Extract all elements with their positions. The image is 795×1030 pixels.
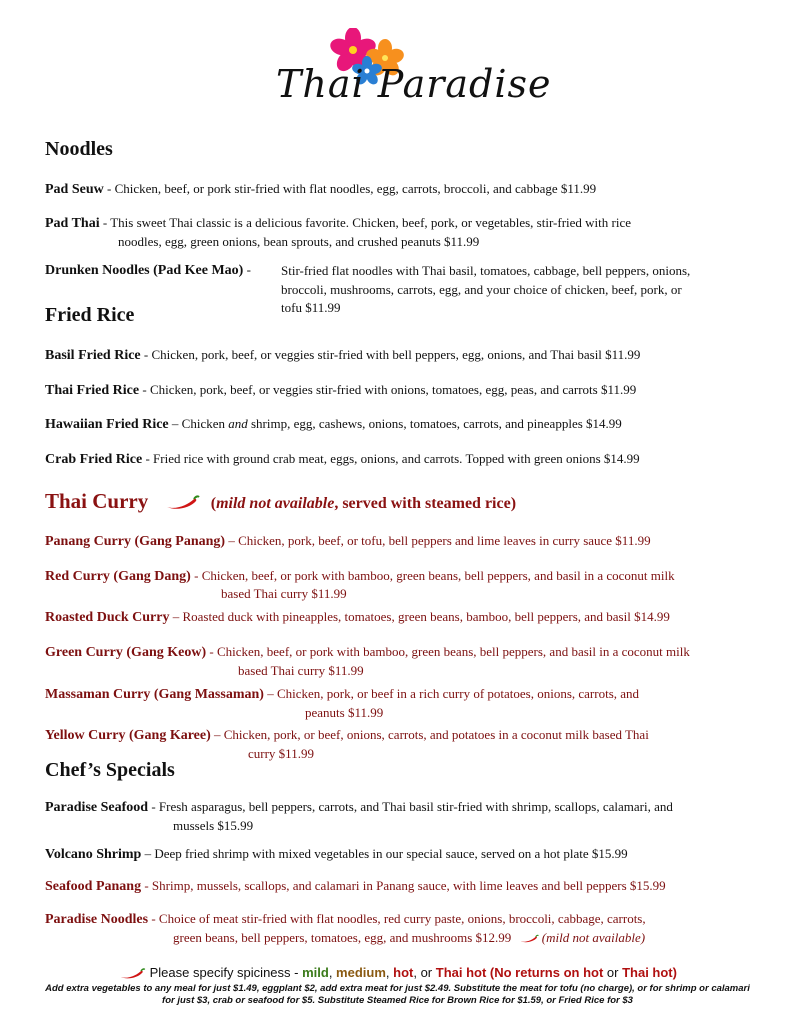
item-desc-cont: noodles, egg, green onions, bean sprouts, and crushed peanuts $11.99 (118, 234, 480, 249)
spice-hot: hot (393, 965, 414, 980)
item-desc-cont: broccoli, mushrooms, carrots, egg, and your choice of chicken, beef, pork, or (281, 282, 682, 297)
curry-note: (mild not available, served with steamed rice) (210, 495, 517, 512)
item-desc: Fried rice with ground crab meat, eggs, onions, and carrots. Topped with green onions $14.99 (153, 451, 640, 466)
menu-item: Volcano Shrimp – Deep fried shrimp with mixed vegetables in our special sauce, served on a hot plate $15.99 (45, 846, 628, 862)
menu-item: Hawaiian Fried Rice – Chicken and shrimp, egg, cashews, onions, tomatoes, carrots, and pineapples $14.99 (45, 416, 622, 432)
item-desc: Chicken, pork, beef, or veggies stir-fried with bell peppers, egg, onions, and Thai basil $11.99 (151, 347, 641, 362)
item-desc-cont: peanuts $11.99 (305, 705, 384, 720)
item-desc: Stir-fried flat noodles with Thai basil, tomatoes, cabbage, bell peppers, onions, (281, 263, 691, 278)
item-desc: Deep fried shrimp with mixed vegetables in our special sauce, served on a hot plate $15.99 (154, 846, 628, 861)
chili-pepper-icon (519, 934, 539, 944)
section-title-chefs-specials: Chef’s Specials (45, 759, 175, 781)
section-title-thai-curry: Thai Curry (mild not available, served with steamed rice) (45, 489, 517, 513)
item-desc-cont: based Thai curry $11.99 (238, 663, 364, 678)
menu-item: Paradise Seafood - Fresh asparagus, bell peppers, carrots, and Thai basil stir-fried with shrimp, scallops, calamari, and (45, 799, 673, 815)
item-name: Panang Curry (Gang Panang) (45, 534, 226, 549)
brand-name: Thai Paradise (276, 62, 552, 106)
item-name: Paradise Noodles (45, 912, 149, 927)
menu-item: Drunken Noodles (Pad Kee Mao) - (45, 262, 251, 278)
spice-mild: mild (302, 965, 329, 980)
section-title-noodles: Noodles (45, 138, 113, 160)
menu-item: Seafood Panang - Shrimp, mussels, scallops, and calamari in Panang sauce, with lime leaves and bell peppers $15.99 (45, 878, 666, 894)
menu-item: Pad Thai - This sweet Thai classic is a delicious favorite. Chicken, beef, pork, or vegetables, stir-fried with rice (45, 215, 631, 231)
chili-pepper-icon (164, 495, 200, 511)
item-desc: This sweet Thai classic is a delicious favorite. Chicken, beef, pork, or vegetables, stir-fried with rice (110, 215, 631, 230)
item-name: Crab Fried Rice (45, 452, 143, 467)
item-name: Yellow Curry (Gang Karee) (45, 728, 211, 743)
item-name: Drunken Noodles (Pad Kee Mao) (45, 263, 244, 278)
item-name: Pad Seuw (45, 182, 104, 197)
menu-item: Red Curry (Gang Dang) - Chicken, beef, or pork with bamboo, green beans, bell peppers, and basil in a coconut milk (45, 568, 675, 584)
menu-item: Pad Seuw - Chicken, beef, or pork stir-fried with flat noodles, egg, carrots, broccoli, and cabbage $11.99 (45, 181, 597, 197)
item-name: Green Curry (Gang Keow) (45, 645, 207, 660)
spice-thai-hot: Thai hot (No returns on hot (435, 965, 604, 980)
menu-item: Thai Fried Rice - Chicken, pork, beef, or veggies stir-fried with onions, tomatoes, egg, peas, and carrots $11.99 (45, 382, 637, 398)
item-name: Seafood Panang (45, 879, 142, 894)
item-desc: Chicken, beef, or pork stir-fried with flat noodles, egg, carrots, broccoli, and cabbage $11.99 (114, 181, 597, 196)
extras-note: Add extra vegetables to any meal for just $1.49, eggplant $2, add extra meat for just $2.49. Substitute the meat for tofu (no charge), or for shrimp or calamari for just $3, crab or seafood for $5. Substitute Steamed Rice for Brown Rice for $1.59, or Fried Rice for $3 (45, 983, 750, 1006)
item-name: Paradise Seafood (45, 800, 149, 815)
item-desc-cont: mussels $15.99 (173, 818, 254, 833)
mild-not-available-note: (mild not available) (541, 930, 646, 945)
item-desc-cont: based Thai curry $11.99 (221, 586, 347, 601)
item-desc: Chicken, beef, or pork with bamboo, green beans, bell peppers, and basil in a coconut milk (201, 568, 675, 583)
menu-item: Roasted Duck Curry – Roasted duck with pineapples, tomatoes, green beans, bamboo, bell peppers, and basil $14.99 (45, 609, 670, 625)
menu-item: Basil Fried Rice - Chicken, pork, beef, or veggies stir-fried with bell peppers, egg, onions, and Thai basil $11.99 (45, 347, 641, 363)
item-desc-cont: green beans, bell peppers, tomatoes, egg, and mushrooms $12.99 (mild not available) (173, 930, 646, 945)
menu-item: Crab Fried Rice - Fried rice with ground crab meat, eggs, onions, and carrots. Topped with green onions $14.99 (45, 451, 640, 467)
item-desc: Roasted duck with pineapples, tomatoes, green beans, bamboo, bell peppers, and basil $14.99 (182, 609, 670, 624)
item-desc: Chicken, pork, or beef in a rich curry of potatoes, onions, carrots, and (276, 686, 640, 701)
item-name: Massaman Curry (Gang Massaman) (45, 687, 264, 702)
menu-item: Paradise Noodles - Choice of meat stir-fried with flat noodles, red curry paste, onions, broccoli, cabbage, carrots, (45, 911, 646, 927)
item-name: Roasted Duck Curry (45, 610, 170, 625)
logo (270, 28, 552, 118)
item-name: Volcano Shrimp (45, 847, 142, 862)
spice-medium: medium (336, 965, 386, 980)
menu-item: Massaman Curry (Gang Massaman) – Chicken, pork, or beef in a rich curry of potatoes, onions, carrots, and (45, 686, 640, 702)
menu-item: Yellow Curry (Gang Karee) – Chicken, pork, or beef, onions, carrots, and potatoes in a coconut milk based Thai (45, 727, 649, 743)
item-desc: Chicken, pork, beef, or veggies stir-fried with onions, tomatoes, egg, peas, and carrots $11.99 (149, 382, 637, 397)
item-name: Red Curry (Gang Dang) (45, 569, 191, 584)
chili-pepper-icon (118, 968, 146, 980)
item-desc: Shrimp, mussels, scallops, and calamari in Panang sauce, with lime leaves and bell peppers $15.99 (151, 878, 666, 893)
item-desc: Chicken, pork, or beef, onions, carrots, and potatoes in a coconut milk based Thai (223, 727, 649, 742)
item-desc-cont: curry $11.99 (248, 746, 314, 761)
item-desc-cont: tofu $11.99 (281, 300, 341, 315)
item-desc: Chicken, beef, or pork with bamboo, green beans, bell peppers, and basil in a coconut milk (216, 644, 690, 659)
section-title-fried-rice: Fried Rice (45, 304, 135, 326)
spiciness-note: Please specify spiciness - mild, medium, hot, or Thai hot (No returns on hot or Thai hot) (0, 965, 795, 980)
menu-item: Green Curry (Gang Keow) - Chicken, beef, or pork with bamboo, green beans, bell peppers, and basil in a coconut milk (45, 644, 690, 660)
item-name: Hawaiian Fried Rice (45, 417, 169, 432)
item-name: Basil Fried Rice (45, 348, 141, 363)
menu-item: Panang Curry (Gang Panang) – Chicken, pork, beef, or tofu, bell peppers and lime leaves in curry sauce $11.99 (45, 533, 651, 549)
item-name: Thai Fried Rice (45, 383, 140, 398)
item-desc: Fresh asparagus, bell peppers, carrots, and Thai basil stir-fried with shrimp, scallops, calamari, and (158, 799, 673, 814)
item-desc: Choice of meat stir-fried with flat noodles, red curry paste, onions, broccoli, cabbage, carrots, (158, 911, 646, 926)
item-desc: Chicken, pork, beef, or tofu, bell peppers and lime leaves in curry sauce $11.99 (238, 533, 651, 548)
item-name: Pad Thai (45, 216, 100, 231)
